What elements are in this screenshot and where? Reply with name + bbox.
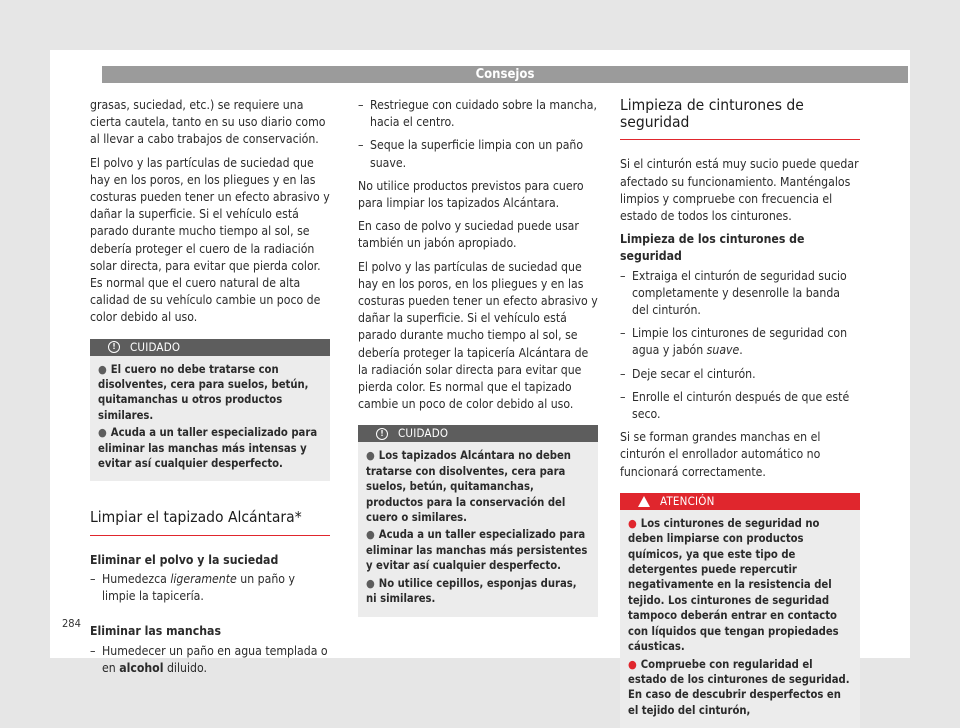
instruction-step: – Deje secar el cinturón.	[620, 366, 860, 383]
warning-label: ATENCIÓN	[660, 493, 715, 508]
instruction-step: – Humedezca ligeramente un paño y limpie la tapicería.	[90, 571, 330, 605]
manual-page	[50, 50, 910, 717]
column-right	[620, 97, 860, 728]
paragraph: No utilice productos previstos para cuero para limpiar los tapizados Alcántara.	[358, 178, 584, 211]
caution-label: CUIDADO	[130, 339, 181, 354]
column-middle	[358, 97, 598, 617]
paragraph: El polvo y las partículas de suciedad que hay en los poros, en los pliegues y en las costuras pueden tener un efecto abrasivo y dañar la superficie. Si el vehículo está parado durante mucho tiempo al sol, se debería proteger la tapicería Alcántara de la radiación solar directa para evitar que pierda color. Es normal que el tapizado cambie un poco de color debido al uso.	[358, 259, 598, 412]
bullet-icon: ●	[628, 516, 637, 530]
caution-item: ● El cuero no debe tratarse con disolventes, cera para suelos, betún, quitamanchas u otros productos similares.	[98, 362, 309, 422]
bullet-icon: ●	[98, 426, 107, 440]
caution-label: CUIDADO	[398, 426, 449, 441]
section-title: Limpieza de cinturones de seguridad	[620, 97, 860, 140]
bullet-icon: ●	[366, 449, 375, 463]
caution-item: ● Los tapizados Alcántara no deben tratarse con disolventes, cera para suelos, betún, quitamanchas, productos para la conservación del cuero o similares.	[366, 449, 571, 525]
bullet-icon: ●	[628, 657, 637, 671]
caution-item: ● No utilice cepillos, esponjas duras, ni similares.	[366, 576, 577, 606]
warning-triangle-icon	[638, 496, 650, 507]
instruction-step: – Seque la superficie limpia con un paño suave.	[358, 137, 598, 171]
section-title: Limpiar el tapizado Alcántara*	[90, 509, 330, 535]
warning-body	[620, 510, 860, 728]
instruction-step: – Enrolle el cinturón después de que esté seco.	[620, 389, 860, 423]
page-header: Consejos	[102, 66, 908, 83]
caution-header	[358, 425, 598, 442]
caution-box	[358, 425, 598, 616]
caution-body	[358, 442, 598, 616]
instruction-step: – Humedecer un paño en agua templada o en alcohol diluido.	[90, 643, 330, 677]
instruction-step: – Restriegue con cuidado sobre la mancha, hacia el centro.	[358, 97, 598, 131]
paragraph: Si se forman grandes manchas en el cinturón el enrollador automático no funcionará correctamente.	[620, 430, 821, 479]
paragraph: grasas, suciedad, etc.) se requiere una cierta cautela, tanto en su uso diario como al llevar a cabo trabajos de conservación.	[90, 98, 326, 147]
warning-item: ● Compruebe con regularidad el estado de los cinturones de seguridad. En caso de descubrir desperfectos en el tejido del cinturón,	[628, 657, 850, 717]
warning-header	[620, 493, 860, 510]
bullet-icon: ●	[98, 362, 107, 376]
bullet-icon: ●	[366, 576, 375, 590]
warning-item: ● Los cinturones de seguridad no deben limpiarse con productos químicos, ya que este tipo de detergentes puede repercutir negativamente en la resistencia del tejido. Los cinturones de seguridad tampoco deberán entrar en contacto con líquidos que tengan propiedades cáusticas.	[628, 516, 839, 654]
caution-icon: !	[376, 428, 388, 440]
page-number: 284	[62, 617, 81, 630]
caution-item: ● Acuda a un taller especializado para eliminar las manchas más persistentes y evitar así cualquier desperfecto.	[366, 528, 588, 573]
warning-box	[620, 493, 860, 728]
caution-item: ● Acuda a un taller especializado para eliminar las manchas más intensas y evitar así cualquier desperfecto.	[98, 426, 318, 471]
paragraph: El polvo y las partículas de suciedad que hay en los poros, en los pliegues y en las costuras pueden tener un efecto abrasivo y dañar la superficie. Si el vehículo está parado durante mucho tiempo al sol, se debería proteger el cuero de la radiación solar directa, para evitar que pierda color. Es normal que el cuero natural de alta calidad de su vehículo cambie un poco de color debido al uso.	[90, 155, 330, 325]
caution-body	[90, 356, 330, 482]
instruction-step: – Limpie los cinturones de seguridad con agua y jabón suave.	[620, 325, 860, 359]
column-left	[90, 97, 330, 683]
caution-header	[90, 339, 330, 356]
subheading: Eliminar las manchas	[90, 624, 221, 639]
caution-box	[90, 339, 330, 482]
paragraph: En caso de polvo y suciedad puede usar también un jabón apropiado.	[358, 219, 579, 251]
bullet-icon: ●	[366, 528, 375, 542]
caution-icon: !	[108, 341, 120, 353]
subheading: Eliminar el polvo y la suciedad	[90, 552, 279, 567]
instruction-step: – Extraiga el cinturón de seguridad sucio completamente y desenrolle la banda del cinturón.	[620, 268, 860, 320]
subheading: Limpieza de los cinturones de seguridad	[620, 232, 805, 264]
paragraph: Si el cinturón está muy sucio puede quedar afectado su funcionamiento. Manténgalos limpios y compruebe con frecuencia el estado de todos los cinturones.	[620, 157, 859, 224]
